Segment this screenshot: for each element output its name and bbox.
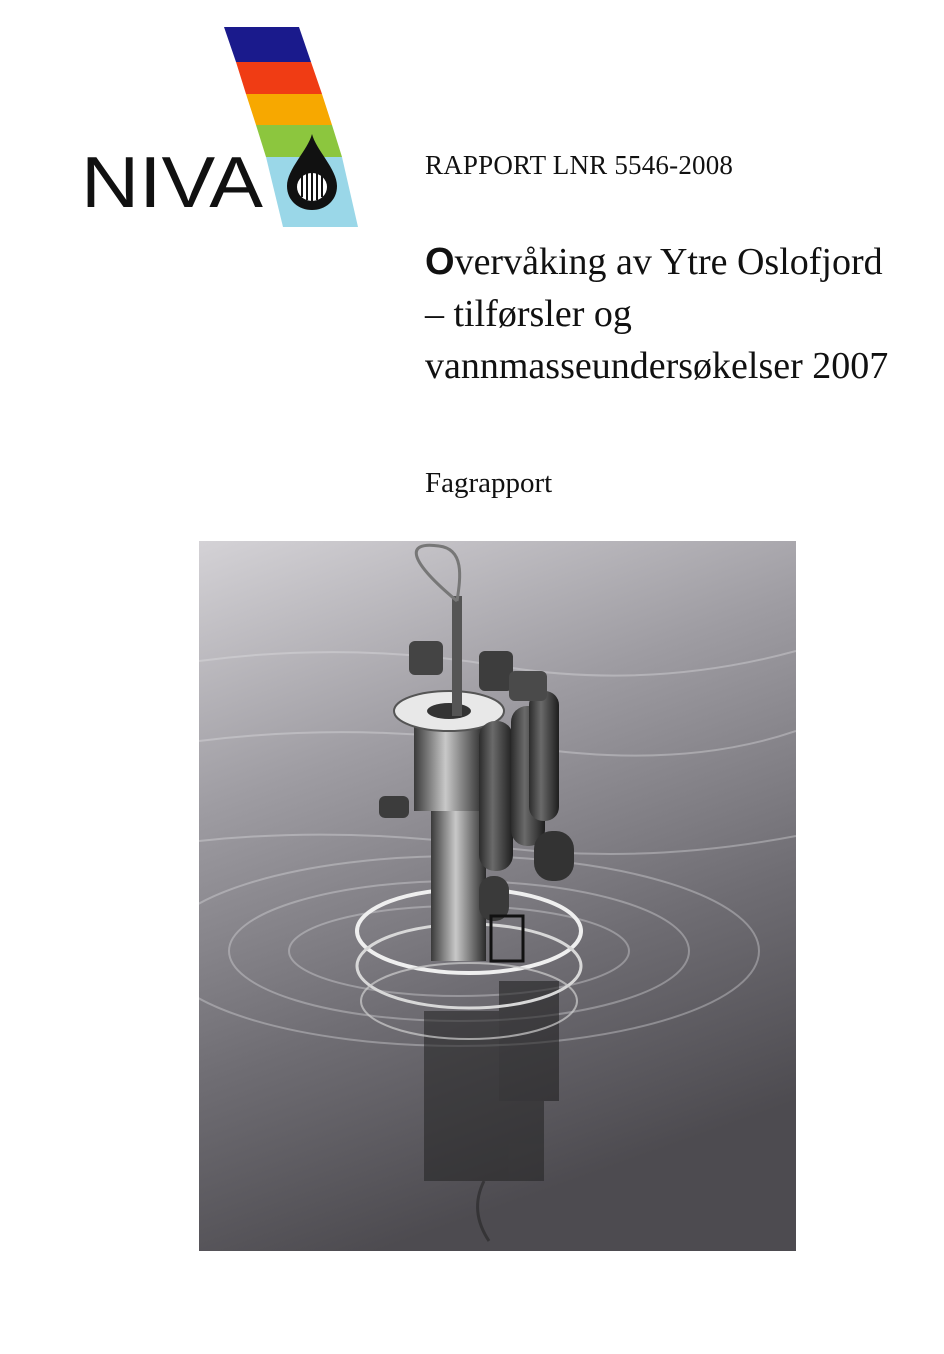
logo-text: NIVA: [81, 143, 263, 223]
report-title: [425, 236, 905, 392]
title-text: vervåking av Ytre Oslofjord – tilførsler og vannmasseundersøkelser 2007: [425, 241, 889, 387]
niva-logo: [78, 24, 363, 229]
ctd-water-sampler-photo: [199, 541, 796, 1251]
report-number: RAPPORT LNR 5546-2008: [425, 150, 734, 180]
title-initial: O: [425, 241, 455, 283]
report-subtitle: Fagrapport: [425, 467, 553, 499]
